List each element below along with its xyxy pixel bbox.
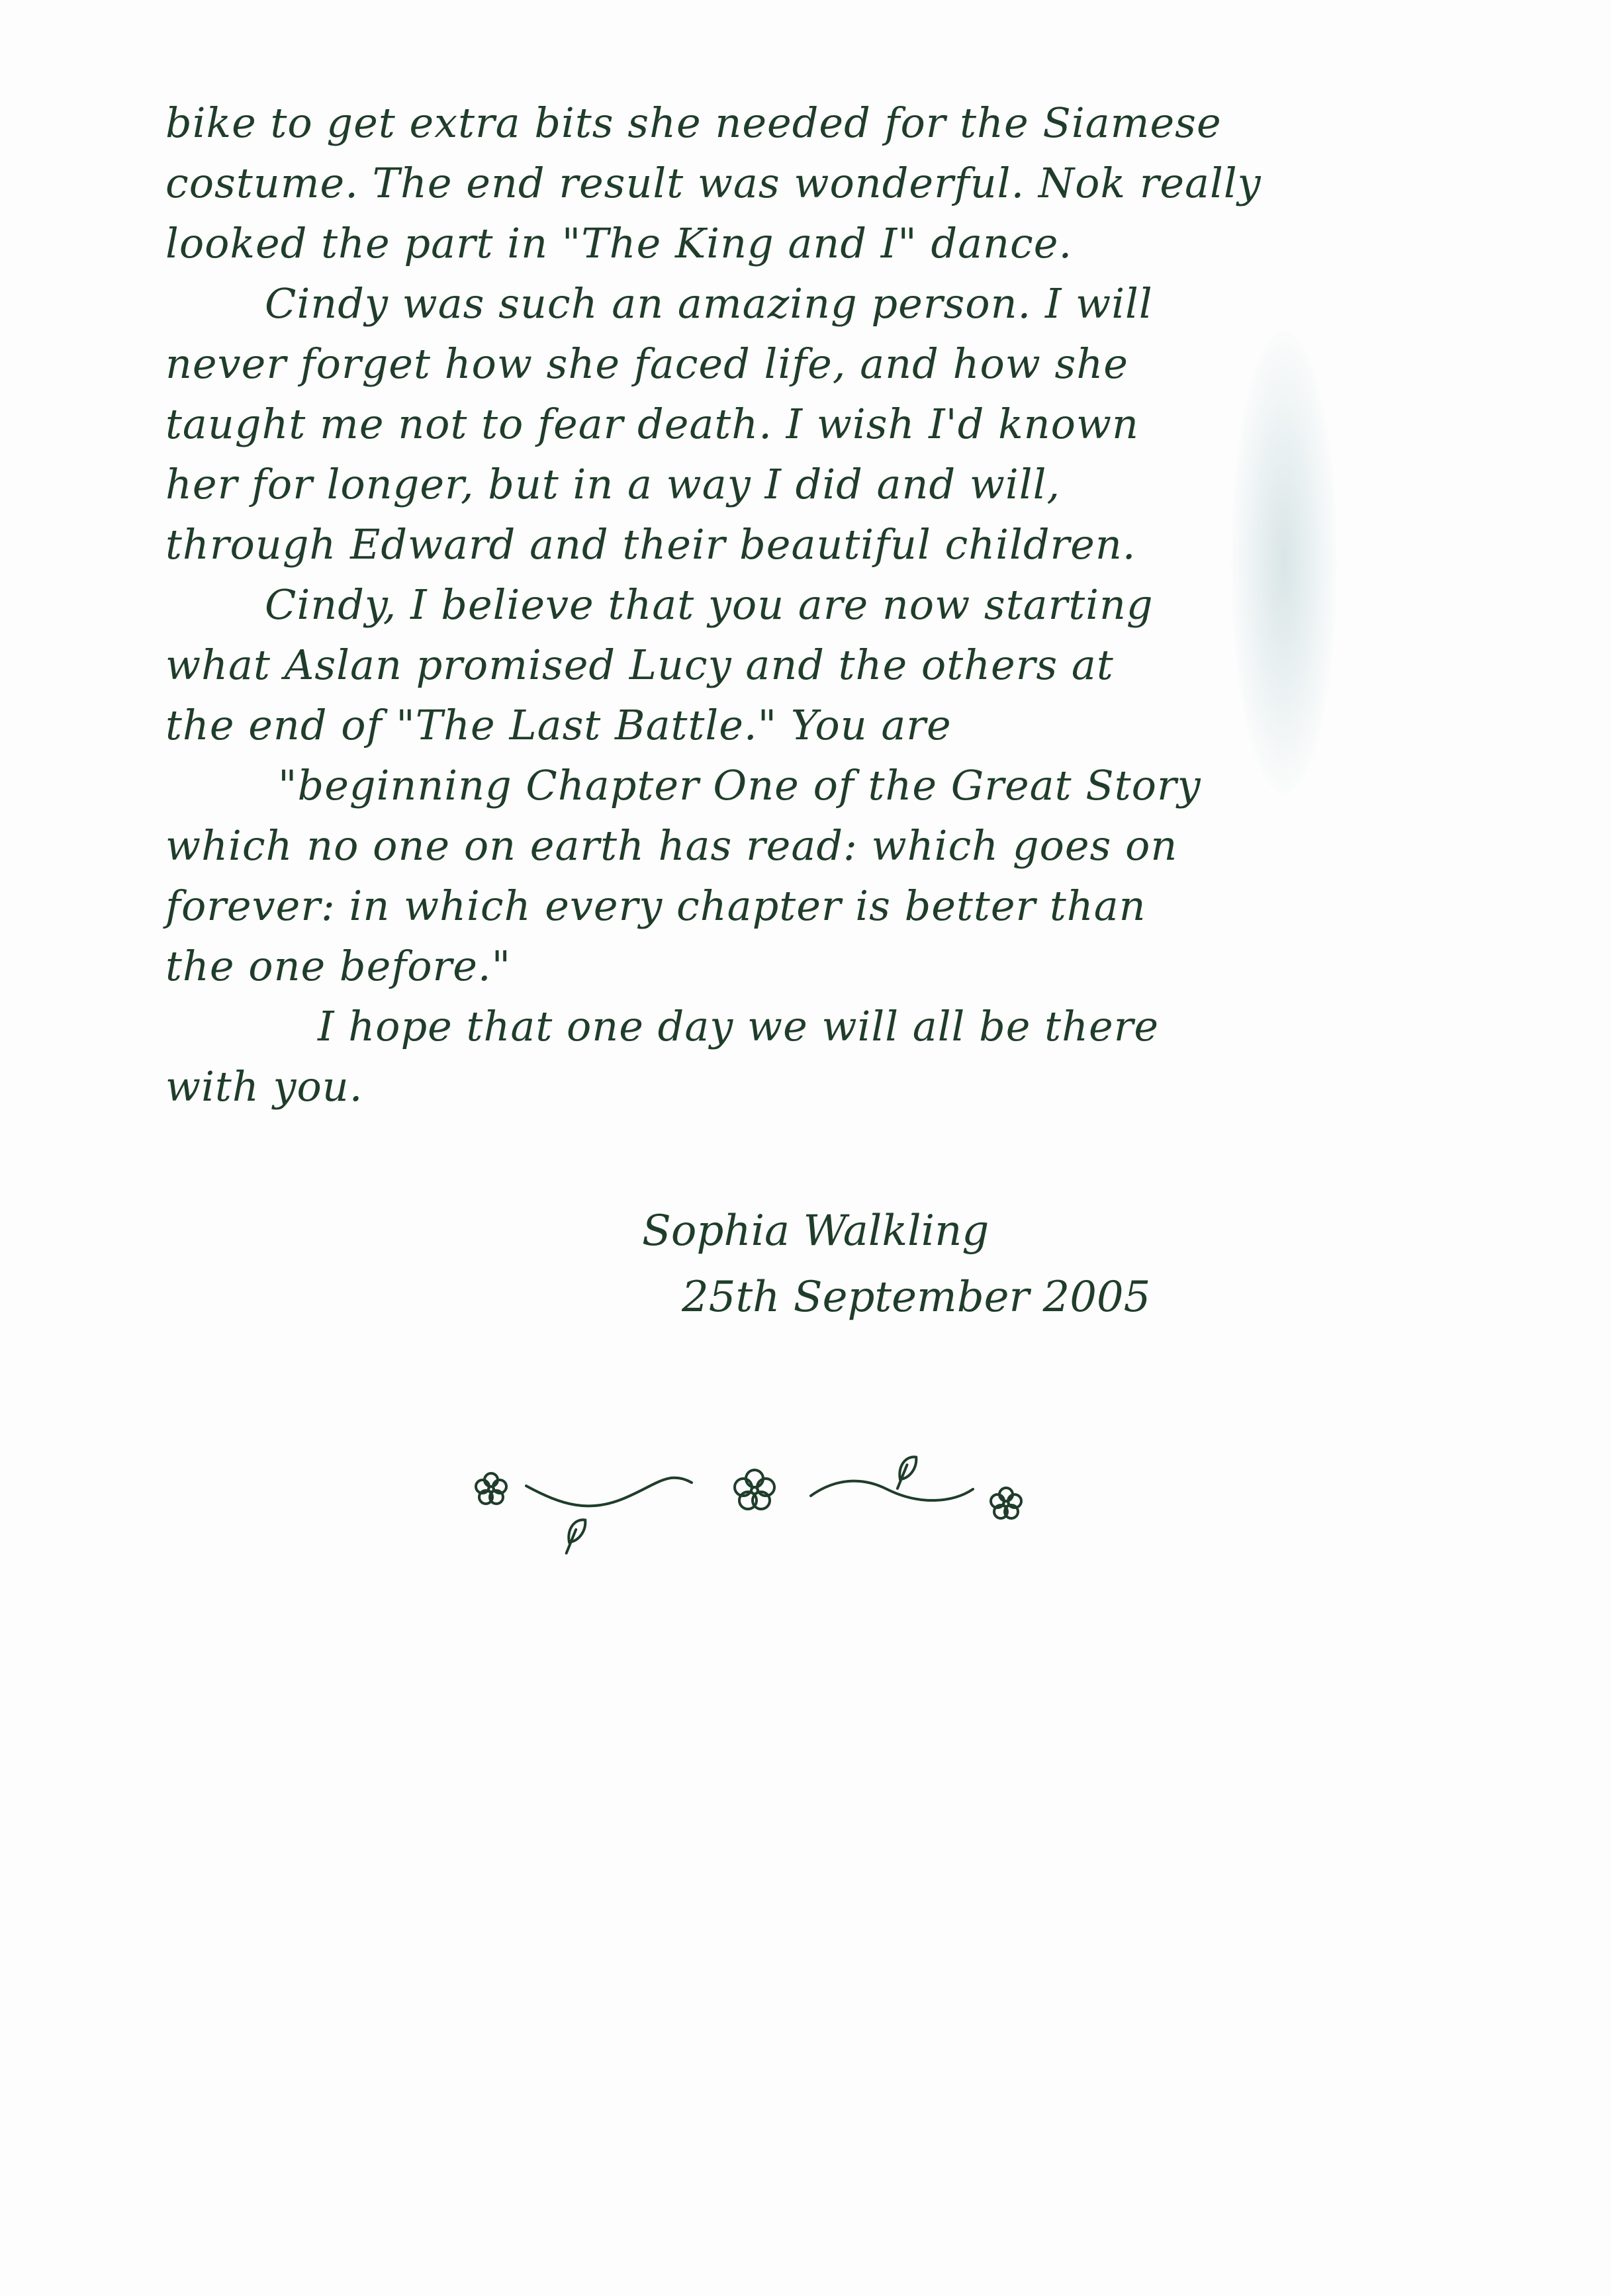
flower-icon bbox=[476, 1473, 506, 1504]
letter-line: costume. The end result was wonderful. Nok really bbox=[165, 159, 1262, 207]
signature-block bbox=[642, 1198, 1304, 1330]
letter-line: never forget how she faced life, and how she bbox=[165, 340, 1128, 388]
signature-name: Sophia Walkling bbox=[642, 1207, 990, 1256]
letter-line: through Edward and their beautiful children. bbox=[165, 520, 1136, 569]
letter-body bbox=[165, 93, 1489, 1117]
letter-line: the end of "The Last Battle." You are bbox=[165, 701, 952, 749]
letter-line: "beginning Chapter One of the Great Story bbox=[278, 761, 1201, 809]
letter-line: the one before." bbox=[165, 942, 512, 990]
leaf-icon bbox=[887, 1453, 924, 1488]
letter-line: forever: in which every chapter is better than bbox=[165, 882, 1146, 930]
swirl-left bbox=[526, 1478, 692, 1506]
letter-line: what Aslan promised Lucy and the others at bbox=[165, 641, 1114, 689]
letter-line: her for longer, but in a way I did and will, bbox=[165, 460, 1061, 508]
letter-line: looked the part in "The King and I" dance. bbox=[165, 219, 1073, 267]
letter-line: with you. bbox=[165, 1062, 363, 1111]
letter-line: Cindy was such an amazing person. I will bbox=[265, 279, 1153, 328]
floral-flourish bbox=[463, 1449, 1046, 1575]
swirl-right bbox=[811, 1481, 973, 1500]
letter-line: Cindy, I believe that you are now starting bbox=[265, 580, 1154, 629]
flower-icon bbox=[735, 1470, 774, 1509]
letter-line: taught me not to fear death. I wish I'd known bbox=[165, 400, 1139, 448]
signature-date: 25th September 2005 bbox=[682, 1273, 1151, 1322]
leaf-icon bbox=[555, 1516, 594, 1553]
flower-icon bbox=[991, 1488, 1021, 1518]
letter-line: bike to get extra bits she needed for the Siamese bbox=[165, 99, 1222, 147]
letter-line: which no one on earth has read: which goes on bbox=[165, 821, 1178, 870]
letter-line: I hope that one day we will all be there bbox=[318, 1002, 1160, 1050]
